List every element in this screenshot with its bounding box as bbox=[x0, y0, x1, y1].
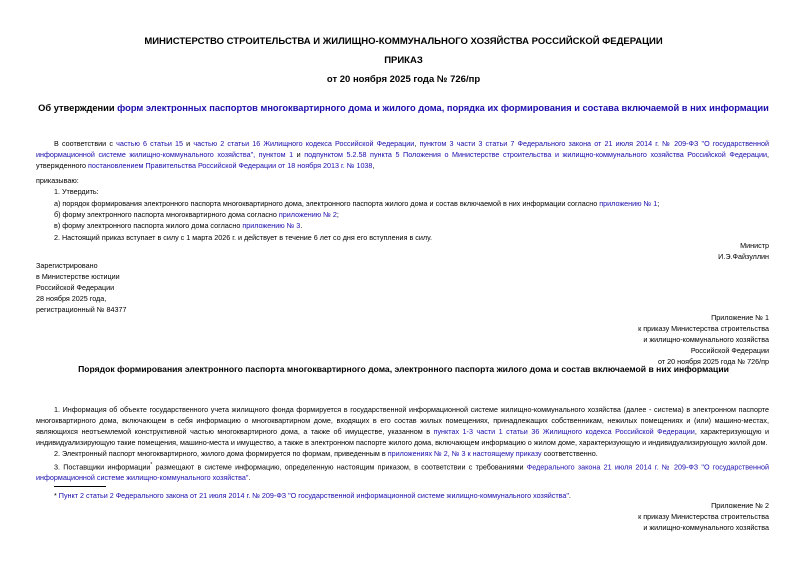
preamble-text: и bbox=[183, 139, 194, 148]
appendix1-line-4: Российской Федерации bbox=[690, 346, 769, 355]
paragraph-3-text-end: . bbox=[248, 473, 251, 483]
item-b-text: б) форму электронного паспорта многоквартирного дома согласно bbox=[54, 210, 279, 219]
preamble-text: и bbox=[293, 150, 305, 159]
link-resolution[interactable]: постановлением Правительства Российской Федерации от 18 ноября 2013 г. № 1038 bbox=[88, 161, 373, 170]
link-appendix-1[interactable]: приложению № 1 bbox=[599, 199, 658, 208]
paragraph-3-text: 3. Поставщики информации bbox=[54, 462, 151, 472]
link-fz209-full[interactable]: Федерального закона 21 июля 2014 г. № 209-ФЗ "О государственной информационной системе жилищно-коммунального хозяйства" bbox=[36, 462, 769, 483]
item-c-text: в) форму электронного паспорта жилого дома согласно bbox=[54, 221, 243, 230]
footnote-divider bbox=[54, 486, 106, 487]
appendix1-line-3: и жилищно-коммунального хозяйства bbox=[643, 335, 769, 344]
link-regulation[interactable]: подпунктом 5.2.58 пункта 5 Положения о Министерстве строительства и жилищно-коммунального хозяйства Российской Федерации bbox=[304, 150, 768, 159]
appendix1-heading: Порядок формирования электронного паспорта многоквартирного дома, электронного паспорта жилого дома и состав включаемой в них информации bbox=[78, 364, 729, 374]
signature-name: И.Э.Файзуллин bbox=[718, 252, 769, 261]
appendix2-line-3: и жилищно-коммунального хозяйства bbox=[643, 523, 769, 532]
preamble-text: , bbox=[414, 139, 420, 148]
item-c bbox=[54, 220, 302, 231]
link-art15[interactable]: частью 6 статьи 15 bbox=[116, 139, 184, 148]
doc-date-number: от 20 ноября 2025 года № 726/пр bbox=[326, 74, 481, 85]
item-a-end: ; bbox=[657, 199, 660, 208]
paragraph-3 bbox=[36, 460, 769, 483]
item-b bbox=[54, 209, 339, 220]
appendix2-line-2: к приказу Министерства строительства bbox=[638, 512, 769, 521]
paragraph-2 bbox=[54, 448, 598, 459]
paragraph-3-text-mid: размещают в системе информацию, определенную настоящим приказом, в соответствии с требованиями bbox=[152, 462, 527, 472]
preamble bbox=[36, 138, 769, 171]
signature-role: Министр bbox=[740, 241, 769, 250]
item-a-text: а) порядок формирования электронного паспорта многоквартирного дома, электронного паспорта жилого дома и состав включаемой в них информации согласно bbox=[54, 199, 600, 208]
item-a bbox=[54, 198, 659, 209]
item-c-end: . bbox=[300, 221, 303, 230]
item-b-end: ; bbox=[336, 210, 339, 219]
link-art16[interactable]: частью 2 статьи 16 Жилищного кодекса Российской Федерации bbox=[193, 139, 415, 148]
appendix1-line-1: Приложение № 1 bbox=[711, 313, 769, 322]
doc-type: ПРИКАЗ bbox=[384, 55, 423, 66]
link-art36[interactable]: пунктах 1-3 части 1 статьи 36 Жилищного кодекса Российской Федерации bbox=[433, 427, 695, 436]
preamble-text: , утвержденного bbox=[36, 150, 770, 170]
link-appendices-2-3[interactable]: приложениях № 2, № 3 к настоящему приказу bbox=[387, 449, 542, 458]
footnote-star: * bbox=[54, 491, 59, 500]
preamble-text: В соответствии с bbox=[54, 139, 117, 148]
preamble-text: , bbox=[372, 161, 375, 170]
registration-line-4: 28 ноября 2025 года, bbox=[36, 294, 107, 303]
link-appendix-2[interactable]: приложению № 2 bbox=[278, 210, 337, 219]
paragraph-1-text-end: , характеризующую и индивидуализирующую такие помещения, машино-места и имущество, а также в электронном паспорте жилого дома, включающем информацию о жилом доме, характеризующую и индивидуализирующую жилой дом. bbox=[36, 427, 769, 447]
registration-line-5: регистрационный № 84377 bbox=[36, 305, 127, 314]
appendix1-line-2: к приказу Министерства строительства bbox=[638, 324, 769, 333]
link-appendix-3[interactable]: приложению № 3 bbox=[242, 221, 301, 230]
appendix1-line-5: от 20 ноября 2025 года № 726/пр bbox=[658, 357, 769, 366]
footnote-ref[interactable]: * bbox=[150, 462, 153, 468]
registration-line-2: в Министерстве юстиции bbox=[36, 272, 120, 281]
item-1: 1. Утвердить: bbox=[54, 187, 99, 196]
link-fz209[interactable]: пунктом 3 части 3 статьи 7 Федерального закона от 21 июля 2014 г. № 209-ФЗ "О государственной информационной системе жилищно-коммунального хозяйства", пунктом 1 bbox=[36, 139, 769, 159]
order-word: приказываю: bbox=[36, 176, 79, 185]
paragraph-2-text-end: соответственно. bbox=[541, 449, 598, 458]
paragraph-1 bbox=[36, 404, 769, 448]
registration-line-3: Российской Федерации bbox=[36, 283, 115, 292]
footnote-end: . bbox=[568, 491, 571, 500]
footnote-link[interactable]: Пункт 2 статьи 2 Федерального закона от 21 июля 2014 г. № 209-ФЗ "О государственной информационной системе жилищно-коммунального хозяйства" bbox=[58, 491, 569, 500]
document-title bbox=[0, 103, 807, 113]
title-prefix: Об утверждении bbox=[38, 103, 118, 113]
appendix2-line-1: Приложение № 2 bbox=[711, 501, 769, 510]
paragraph-2-text: 2. Электронный паспорт многоквартирного, жилого дома формируется по формам, приведенным в bbox=[54, 449, 388, 458]
item-2: 2. Настоящий приказ вступает в силу с 1 марта 2026 г. и действует в течение 6 лет со дня его вступления в силу. bbox=[54, 233, 432, 242]
paragraph-1-text: 1. Информация об объекте государственного учета жилищного фонда формируется в государственной информационной системе жилищно-коммунального хозяйства (далее - система) в электронном паспорте многоквартирного дома, включающем в себя информацию о многоквартирном доме, входящих в его состав жилых помещениях, принадлежащих собственникам, нежилых помещениях и (или) машино-местах, являющихся неотъемлемой конструктивной частью многоквартирного дома, а также об имуществе, указанном в bbox=[36, 405, 769, 436]
ministry-heading: МИНИСТЕРСТВО СТРОИТЕЛЬСТВА И ЖИЛИЩНО-КОММУНАЛЬНОГО ХОЗЯЙСТВА РОССИЙСКОЙ ФЕДЕРАЦИИ bbox=[144, 36, 663, 47]
registration-line-1: Зарегистрировано bbox=[36, 261, 98, 270]
title-link[interactable]: форм электронных паспортов многоквартирного дома и жилого дома, порядка их формирования и состава включаемой в них информации bbox=[117, 103, 769, 113]
